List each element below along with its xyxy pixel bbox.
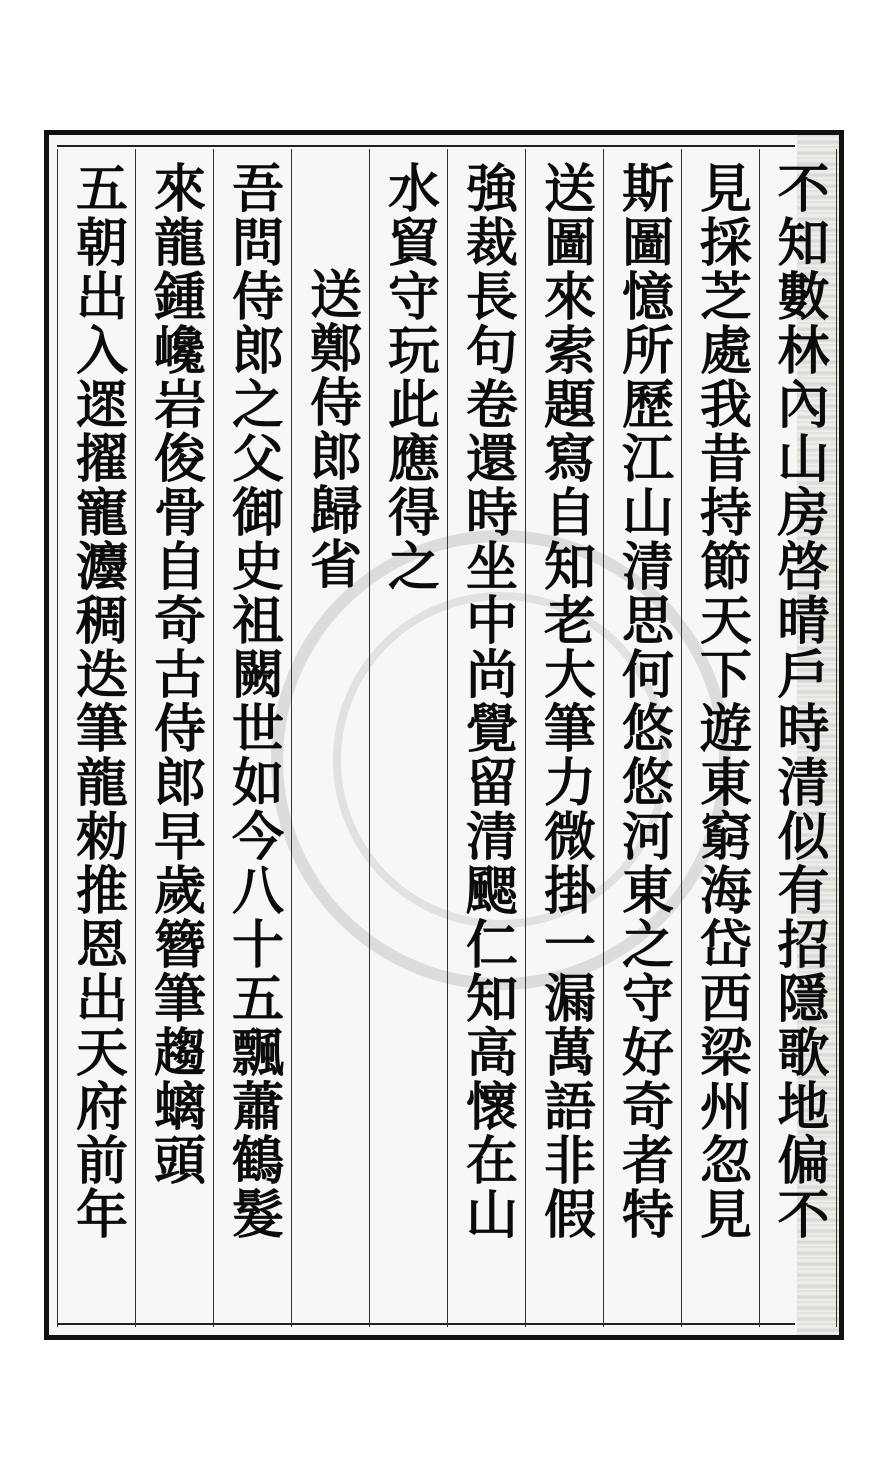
column-text: 水貿守玩此應得之 [378, 161, 440, 593]
column-text: 五朝出入遝擢寵灋稠迭筆龍勑推恩出天府前年 [66, 161, 128, 1241]
column-text: 斯圖憶所歷江山清思何悠悠河東之守好奇者特 [612, 161, 674, 1241]
text-column-1 [57, 149, 135, 1327]
column-text: 吾問侍郎之父御史祖闕世如今八十五飄蕭鶴髮 [222, 161, 284, 1241]
text-column-9 [681, 149, 759, 1327]
poem-title-column [291, 149, 369, 1327]
book-page [44, 130, 844, 1340]
text-column-7 [525, 149, 603, 1327]
text-column-3 [213, 149, 291, 1327]
text-column-10 [759, 149, 837, 1327]
column-text: 強裁長句卷還時坐中尚覺留清颸仁知高懷在山 [456, 161, 518, 1241]
top-border-rule [57, 145, 795, 147]
text-column-5 [369, 149, 447, 1327]
text-column-6 [447, 149, 525, 1327]
column-text: 見採芝處我昔持節天下遊東窮海岱西梁州忽見 [690, 161, 752, 1241]
poem-title: 送鄭侍郎歸省 [300, 267, 362, 591]
column-text: 送圖來索題寫自知老大筆力微掛一漏萬語非假 [534, 161, 596, 1241]
column-text: 來龍鍾巉岩俊骨自奇古侍郎早歲簪筆趨螭頭 [144, 161, 206, 1187]
text-column-8 [603, 149, 681, 1327]
text-column-2 [135, 149, 213, 1327]
column-text: 不知數林內山房啓晴戶時清似有招隱歌地偏不 [768, 161, 829, 1241]
